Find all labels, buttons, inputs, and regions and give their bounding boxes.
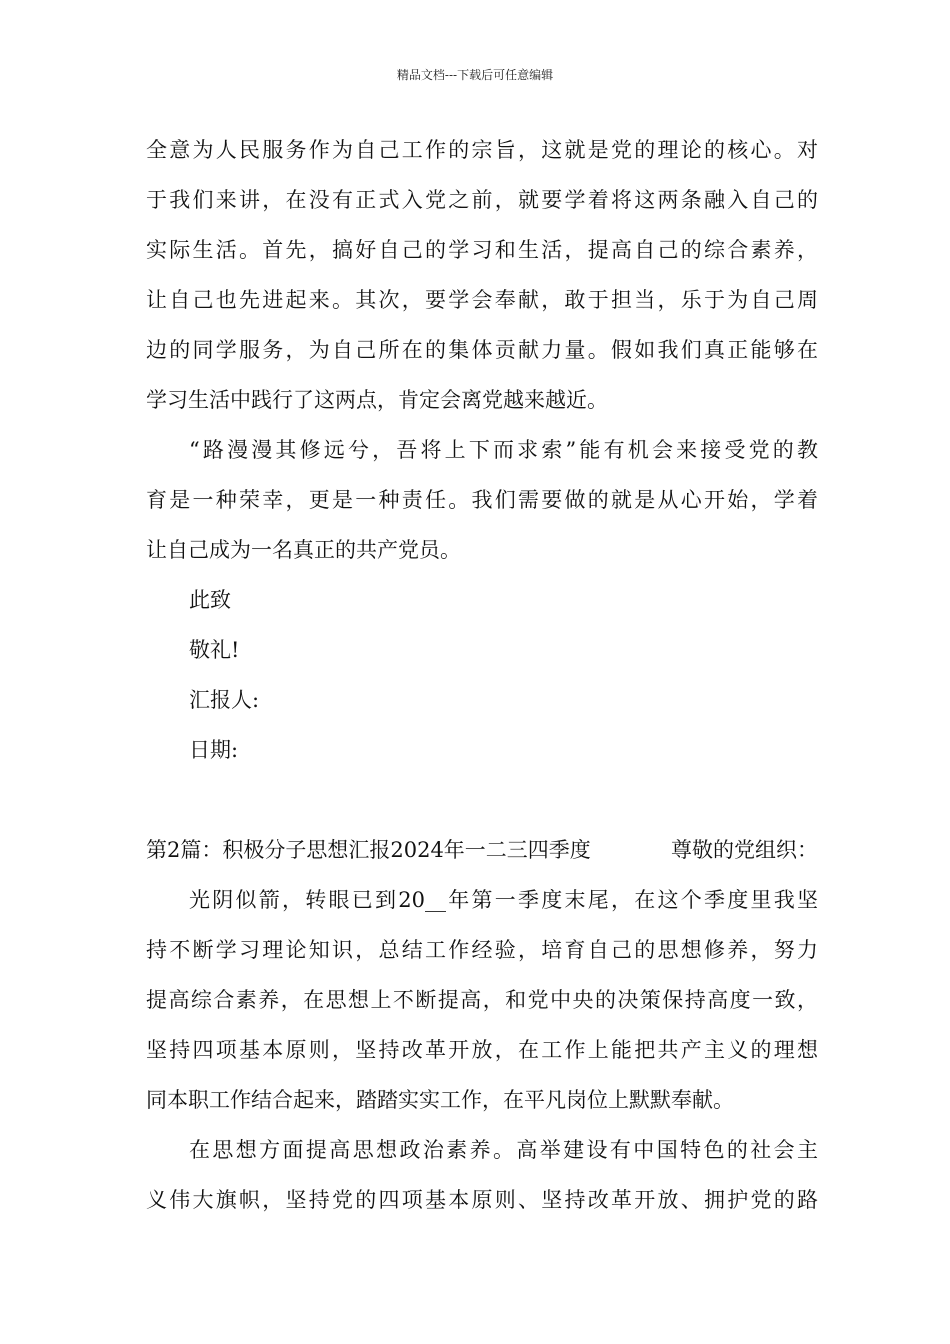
blank-line (146, 775, 818, 825)
page-header: 精品文档---下载后可任意编辑 (396, 68, 554, 82)
paragraph-1-line: 边的同学服务，为自己所在的集体贡献力量。假如我们真正能够在 (146, 338, 818, 362)
closing-salutation: 此致 (189, 588, 231, 612)
document-body (146, 125, 818, 1225)
paragraph-1-line: 于我们来讲，在没有正式入党之前，就要学着将这两条融入自己的 (146, 188, 818, 212)
closing-reporter: 汇报人: (189, 688, 260, 712)
paragraph-1-line: 让自己也先进起来。其次，要学会奉献，敢于担当，乐于为自己周 (146, 288, 818, 312)
paragraph-1-line: 学习生活中践行了这两点，肯定会离党越来越近。 (146, 388, 608, 412)
paragraph-2-line: 让自己成为一名真正的共产党员。 (146, 538, 461, 562)
paragraph-3-line: 坚持四项基本原则，坚持改革开放，在工作上能把共产主义的理想 (146, 1038, 818, 1062)
paragraph-3-line: 持不断学习理论知识，总结工作经验，培育自己的思想修养，努力 (146, 938, 818, 962)
paragraph-4-line: 在思想方面提高思想政治素养。高举建设有中国特色的社会主 (189, 1138, 818, 1162)
paragraph-4-line: 义伟大旗帜，坚持党的四项基本原则、坚持改革开放、拥护党的路 (146, 1188, 818, 1212)
paragraph-3-line: 同本职工作结合起来，踏踏实实工作，在平凡岗位上默默奉献。 (146, 1088, 734, 1112)
paragraph-2-line: “路漫漫其修远兮，吾将上下而求索”能有机会来接受党的教 (189, 438, 818, 462)
section-2-title: 第2篇：积极分子思想汇报2024年一二三四季度 (146, 838, 591, 862)
paragraph-2-line: 育是一种荣幸，更是一种责任。我们需要做的就是从心开始，学着 (146, 488, 818, 512)
paragraph-3-line: 提高综合素养，在思想上不断提高，和党中央的决策保持高度一致， (146, 988, 818, 1012)
section-2-heading (146, 825, 818, 875)
paragraph-1-line: 全意为人民服务作为自己工作的宗旨，这就是党的理论的核心。对 (146, 138, 818, 162)
section-2-greeting: 尊敬的党组织： (671, 838, 818, 862)
closing-regards: 敬礼! (189, 638, 240, 662)
closing-date: 日期: (189, 738, 239, 762)
paragraph-1-line: 实际生活。首先，搞好自己的学习和生活，提高自己的综合素养， (146, 238, 818, 262)
paragraph-3-line: 光阴似箭，转眼已到20__年第一季度末尾，在这个季度里我坚 (189, 888, 818, 912)
